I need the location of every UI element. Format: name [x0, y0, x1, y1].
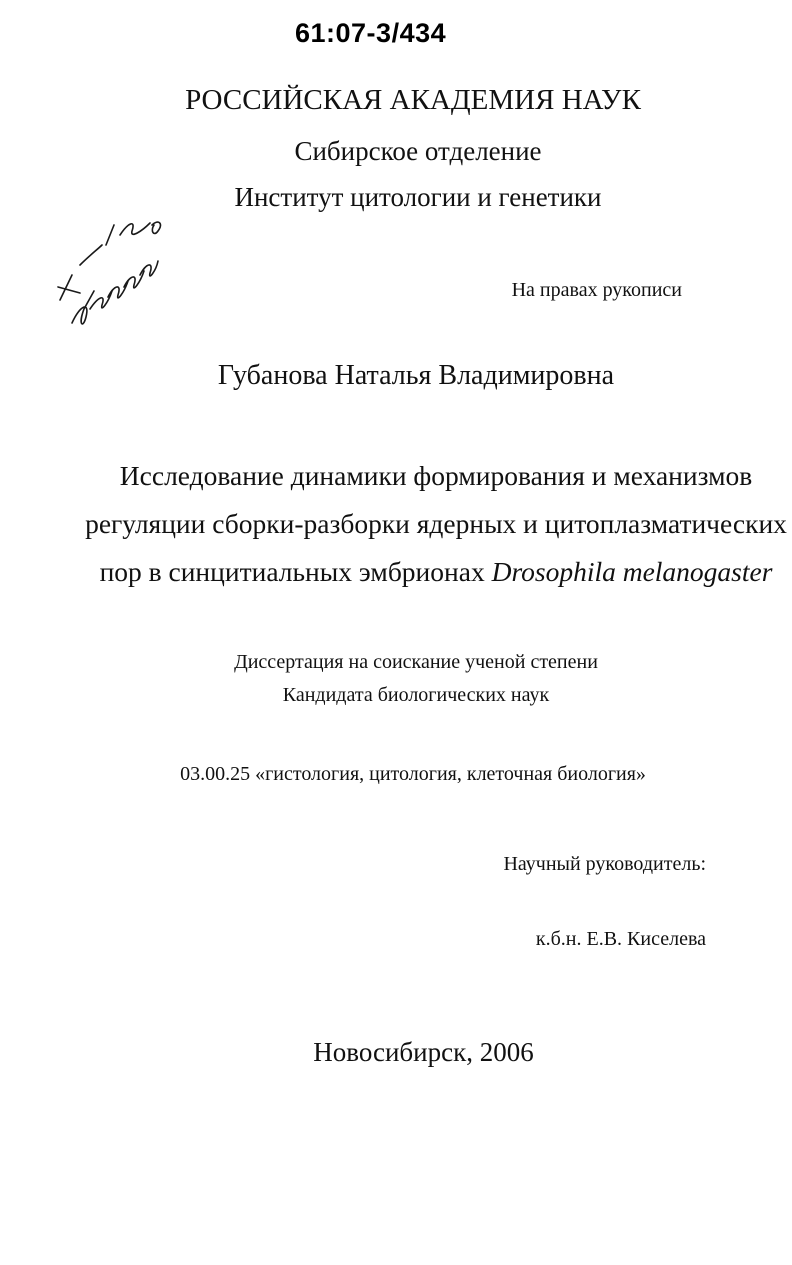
title-line-3-prefix: пор в синцитиальных эмбрионах [99, 556, 485, 587]
degree-line-2: Кандидата биологических наук [282, 684, 550, 706]
species-name: Drosophila melanogaster [491, 556, 773, 587]
degree-line-1: Диссертация на соискание ученой степени [234, 651, 598, 673]
title-line-2: регуляции сборки-разборки ядерных и цитоплазматических [85, 508, 787, 539]
branch-name: Сибирское отделение [294, 136, 542, 166]
supervisor-name: к.б.н. Е.В. Киселева [535, 928, 706, 950]
dissertation-title [80, 452, 792, 596]
academy-name: РОССИЙСКАЯ АКАДЕМИЯ НАУК [185, 84, 641, 116]
specialty-code: 03.00.25 «гистология, цитология, клеточная биология» [180, 763, 646, 785]
city-year: Новосибирск, 2006 [313, 1037, 534, 1067]
degree-statement [0, 646, 792, 712]
title-line-3 [80, 548, 792, 596]
handwritten-signature [50, 205, 170, 335]
library-stamp-number: 61:07-3/434 [295, 18, 447, 48]
institute-name: Институт цитологии и генетики [234, 182, 602, 212]
supervisor-label: Научный руководитель: [503, 853, 706, 875]
title-line-1: Исследование динамики формирования и механизмов [119, 460, 753, 491]
manuscript-rights-note: На правах рукописи [511, 279, 682, 301]
author-name: Губанова Наталья Владимировна [217, 360, 615, 391]
